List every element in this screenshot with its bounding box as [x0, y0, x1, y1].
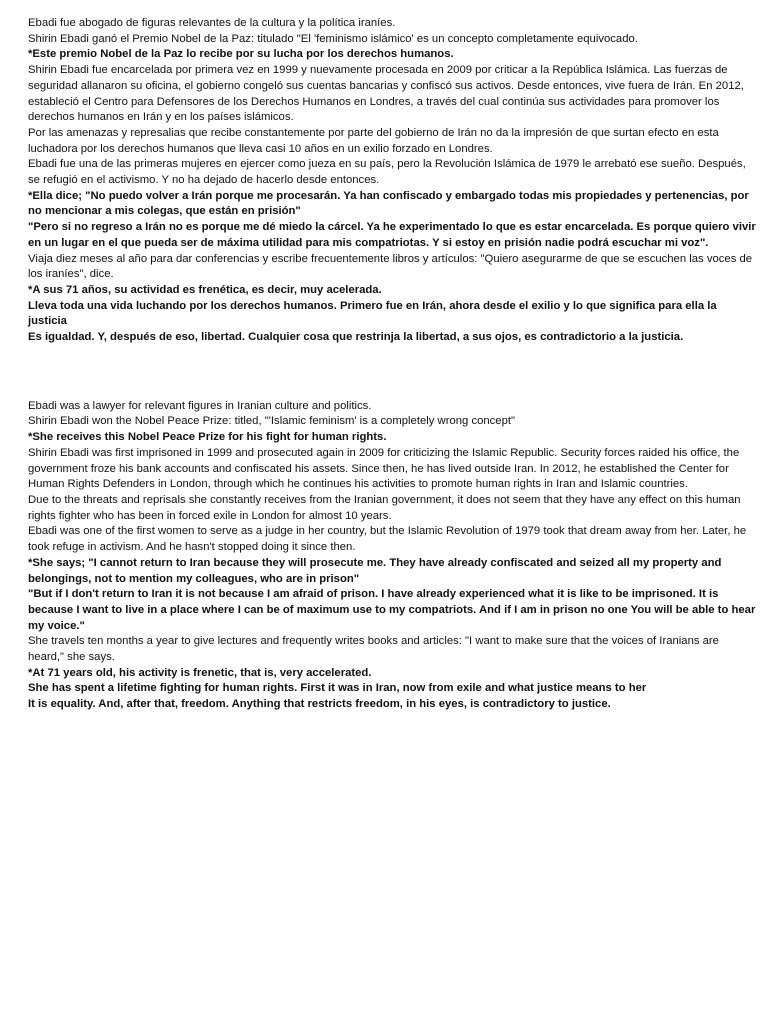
english-section: [28, 399, 756, 713]
english-paragraph: "But if I don't return to Iran it is not because I am afraid of prison. I have already experienced what it is like to be imprisoned. It is because I want to live in a place where I can be of maximum use to my compatriots. And if I am in prison no one You will be able to hear my voice.": [28, 588, 756, 632]
english-paragraph: She has spent a lifetime fighting for human rights. First it was in Iran, now from exile and what justice means to her: [28, 682, 647, 695]
english-paragraph: Ebadi was a lawyer for relevant figures in Iranian culture and politics.: [28, 399, 372, 412]
spanish-paragraph: Ebadi fue abogado de figuras relevantes de la cultura y la política iraníes.: [28, 17, 396, 29]
english-paragraph: Ebadi was one of the first women to serve as a judge in her country, but the Islamic Revolution of 1979 took that dream away from her. Later, he took refuge in activism. And he hasn't stopped doing it since then.: [28, 525, 747, 554]
english-paragraph: Shirin Ebadi was first imprisoned in 1999 and prosecuted again in 2009 for criticizing the Islamic Republic. Security forces raided his office, the government froze his bank accounts and confiscated his assets. Since then, he has lived outside Iran. In 2012, he established the Center for Human Rights Defenders in London, through which he continues his activities to promote human rights in Iran and Islamic countries.: [28, 446, 740, 491]
document-page: [28, 16, 756, 713]
spanish-paragraph: Por las amenazas y represalias que recibe constantemente por parte del gobierno de Irán no da la impresión de que surtan efecto en esta luchadora por los derechos humanos que lleva casi 10 años en un exilio forzado en Londres.: [28, 126, 719, 155]
english-paragraph: *She says; "I cannot return to Iran because they will prosecute me. They have already confiscated and seized all my property and belongings, not to mention my colleagues, who are in prison": [28, 556, 722, 585]
english-paragraph: *She receives this Nobel Peace Prize for his fight for human rights.: [28, 431, 387, 444]
spanish-paragraph: *Ella dice; "No puedo volver a Irán porque me procesarán. Ya han confiscado y embargado todas mis propiedades y pertenencias, por no mencionar a mis colegas, que están en prisión": [28, 189, 749, 218]
spanish-paragraph: Shirin Ebadi ganó el Premio Nobel de la Paz: titulado "El 'feminismo islámico' es un concepto completamente equivocado.: [28, 32, 638, 45]
spanish-paragraph: *A sus 71 años, su actividad es frenética, es decir, muy acelerada.: [28, 283, 382, 296]
english-paragraph: She travels ten months a year to give lectures and frequently writes books and articles: "I want to make sure that the voices of Iranians are heard," she says.: [28, 635, 719, 664]
spanish-paragraph: Lleva toda una vida luchando por los derechos humanos. Primero fue en Irán, ahora desde el exilio y lo que significa para ella la justicia: [28, 299, 717, 328]
spanish-paragraph: Shirin Ebadi fue encarcelada por primera vez en 1999 y nuevamente procesada en 2009 por criticar a la República Islámica. Las fuerzas de seguridad allanaron su oficina, el gobierno congeló sus cuentas bancarias y confiscó sus activos. Desde entonces, vive fuera de Irán. En 2012, estableció el Centro para Defensores de los Derechos Humanos en Londres, a través del cual continúa sus actividades para promover los derechos humanos en Irán y en los países islámicos.: [28, 64, 744, 124]
spanish-paragraph: "Pero si no regreso a Irán no es porque me dé miedo la cárcel. Ya he experimentado lo que es estar encarcelada. Es porque quiero vivir en un lugar en el que pueda ser de máxima utilidad para mis compatriotas. Y si estoy en prisión nadie podrá escuchar mi voz".: [28, 221, 756, 249]
english-paragraph: *At 71 years old, his activity is frenetic, that is, very accelerated.: [28, 666, 372, 679]
english-paragraph: It is equality. And, after that, freedom. Anything that restricts freedom, in his eyes, is contradictory to justice.: [28, 698, 611, 711]
spanish-section: [28, 16, 756, 346]
spanish-paragraph: Viaja diez meses al año para dar conferencias y escribe frecuentemente libros y artículos: "Quiero asegurarme de que se escuchen las voces de los iraníes", dice.: [28, 252, 753, 281]
english-paragraph: Shirin Ebadi won the Nobel Peace Prize: titled, "'Islamic feminism' is a completely wrong concept": [28, 415, 516, 428]
english-paragraph: Due to the threats and reprisals she constantly receives from the Iranian government, it does not seem that they have any effect on this human rights fighter who has been in forced exile in London for almost 10 years.: [28, 493, 741, 522]
spanish-paragraph: Ebadi fue una de las primeras mujeres en ejercer como jueza en su país, pero la Revolución Islámica de 1979 le arrebató ese sueño. Después, se refugió en el activismo. Y no ha dejado de hacerlo desde entonces.: [28, 158, 746, 187]
spanish-paragraph: *Este premio Nobel de la Paz lo recibe por su lucha por los derechos humanos.: [28, 48, 454, 61]
spanish-paragraph: Es igualdad. Y, después de eso, libertad. Cualquier cosa que restrinja la libertad, a sus ojos, es contradictorio a la justicia.: [28, 331, 684, 344]
